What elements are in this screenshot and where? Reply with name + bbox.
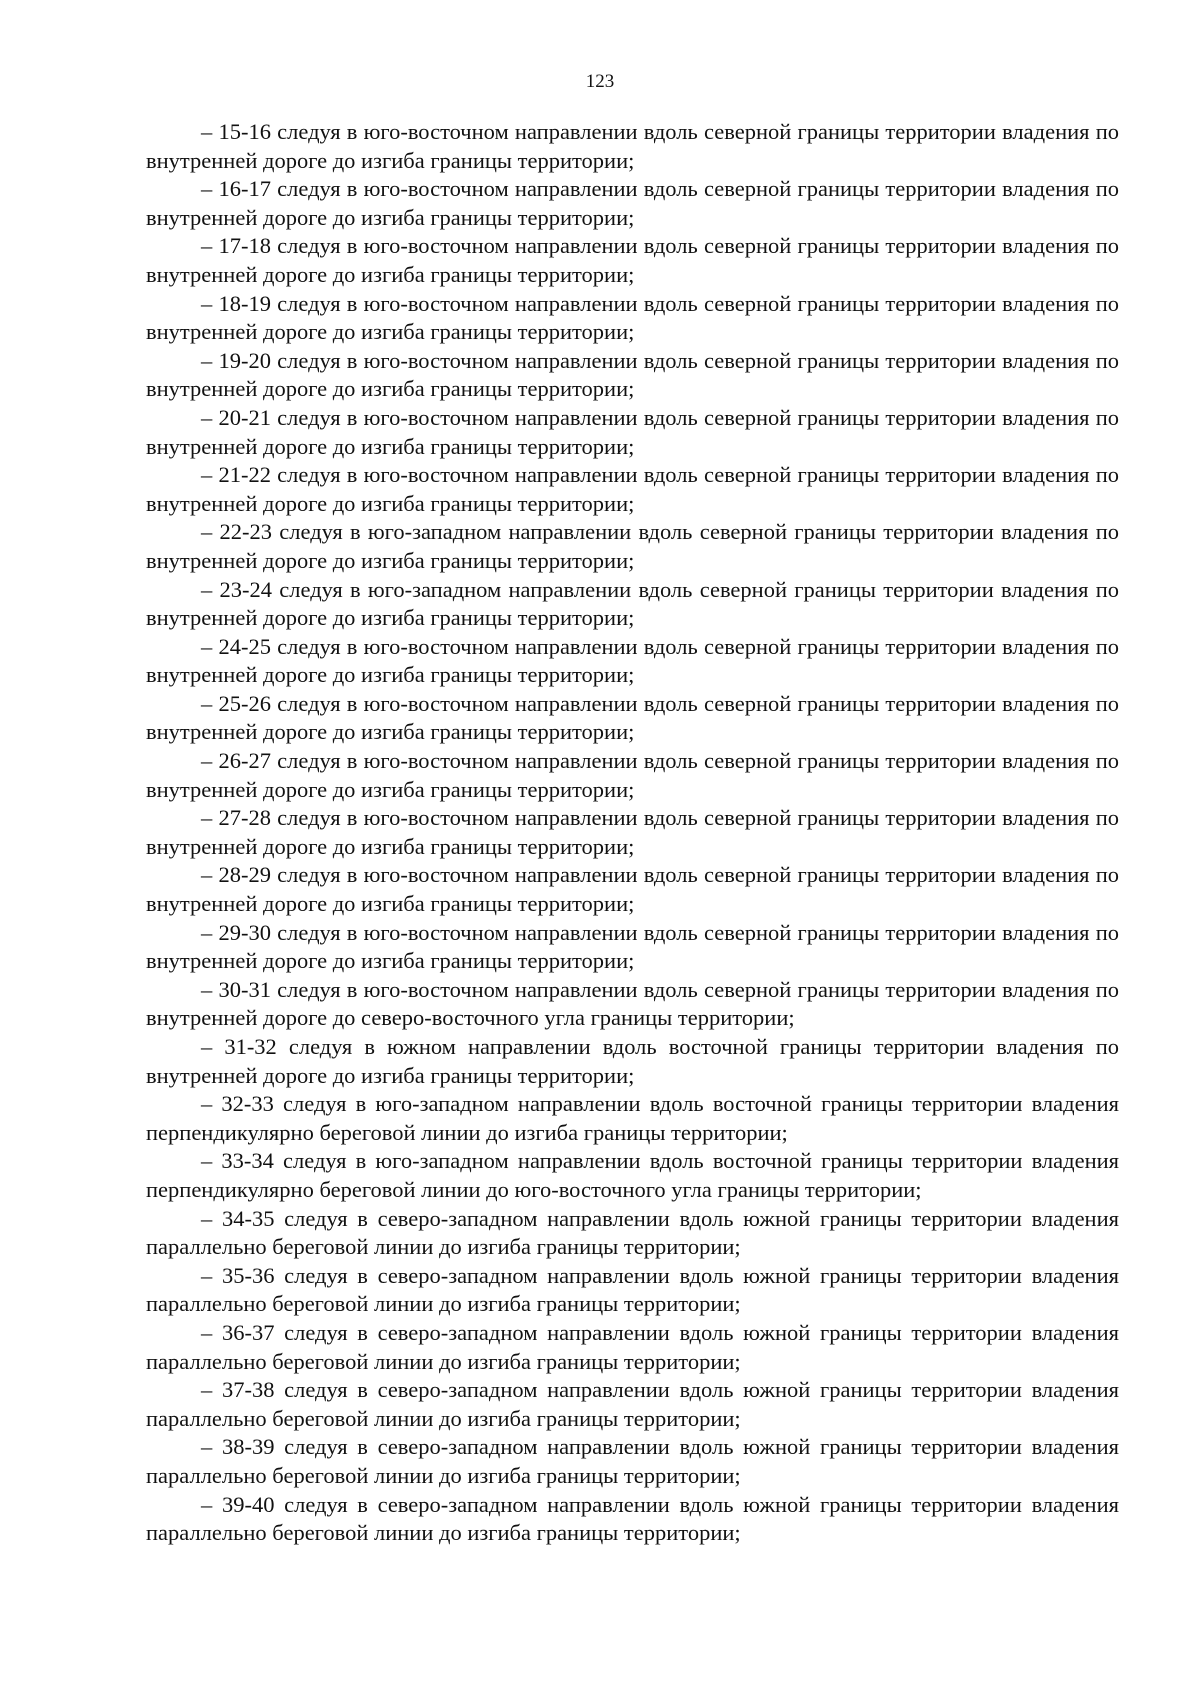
boundary-segment-paragraph: – 30-31 следуя в юго-восточном направлении вдоль северной границы территории владения по внутренней дороге до северо-восточного угла границы территории; bbox=[146, 976, 1119, 1031]
boundary-segment-paragraph: – 22-23 следуя в юго-западном направлении вдоль северной границы территории владения по внутренней дороге до изгиба границы территории; bbox=[146, 519, 1119, 573]
boundary-segment-paragraph: – 20-21 следуя в юго-восточном направлении вдоль северной границы территории владения по внутренней дороге до изгиба границы территории; bbox=[146, 404, 1119, 459]
boundary-segment-paragraph: – 37-38 следуя в северо-западном направлении вдоль южной границы территории владения параллельно береговой линии до изгиба границы территории; bbox=[146, 1377, 1119, 1431]
boundary-segment-paragraph: – 18-19 следуя в юго-восточном направлении вдоль северной границы территории владения по внутренней дороге до изгиба границы территории; bbox=[146, 290, 1119, 345]
page-number: 123 bbox=[585, 71, 615, 92]
boundary-segment-paragraph: – 32-33 следуя в юго-западном направлении вдоль восточной границы территории владения перпендикулярно береговой линии до изгиба границы территории; bbox=[146, 1091, 1119, 1145]
boundary-segment-paragraph: – 21-22 следуя в юго-восточном направлении вдоль северной границы территории владения по внутренней дороге до изгиба границы территории; bbox=[146, 462, 1119, 516]
boundary-segment-paragraph: – 26-27 следуя в юго-восточном направлении вдоль северной границы территории владения по внутренней дороге до изгиба границы территории; bbox=[146, 748, 1119, 802]
boundary-segment-paragraph: – 36-37 следуя в северо-западном направлении вдоль южной границы территории владения параллельно береговой линии до изгиба границы территории; bbox=[146, 1319, 1119, 1374]
boundary-segment-paragraph: – 35-36 следуя в северо-западном направлении вдоль южной границы территории владения параллельно береговой линии до изгиба границы территории; bbox=[146, 1262, 1119, 1317]
boundary-segment-paragraph: – 27-28 следуя в юго-восточном направлении вдоль северной границы территории владения по внутренней дороге до изгиба границы территории; bbox=[146, 805, 1119, 859]
boundary-segment-paragraph: – 28-29 следуя в юго-восточном направлении вдоль северной границы территории владения по внутренней дороге до изгиба границы территории; bbox=[146, 862, 1119, 917]
boundary-segment-paragraph: – 34-35 следуя в северо-западном направлении вдоль южной границы территории владения параллельно береговой линии до изгиба границы территории; bbox=[146, 1205, 1119, 1260]
boundary-segment-paragraph: – 31-32 следуя в южном направлении вдоль восточной границы территории владения по внутренней дороге до изгиба границы территории; bbox=[146, 1034, 1119, 1088]
boundary-segment-paragraph: – 25-26 следуя в юго-восточном направлении вдоль северной границы территории владения по внутренней дороге до изгиба границы территории; bbox=[146, 690, 1119, 745]
boundary-segment-paragraph: – 17-18 следуя в юго-восточном направлении вдоль северной границы территории владения по внутренней дороге до изгиба границы территории; bbox=[146, 233, 1119, 287]
boundary-segment-paragraph: – 16-17 следуя в юго-восточном направлении вдоль северной границы территории владения по внутренней дороге до изгиба границы территории; bbox=[146, 176, 1119, 230]
boundary-segment-paragraph: – 29-30 следуя в юго-восточном направлении вдоль северной границы территории владения по внутренней дороге до изгиба границы территории; bbox=[146, 919, 1119, 974]
boundary-segment-paragraph: – 19-20 следуя в юго-восточном направлении вдоль северной границы территории владения по внутренней дороге до изгиба границы территории; bbox=[146, 347, 1119, 402]
boundary-segment-paragraph: – 39-40 следуя в северо-западном направлении вдоль южной границы территории владения параллельно береговой линии до изгиба границы территории; bbox=[146, 1491, 1119, 1546]
boundary-segment-paragraph: – 33-34 следуя в юго-западном направлении вдоль восточной границы территории владения перпендикулярно береговой линии до юго-восточного угла границы территории; bbox=[146, 1148, 1119, 1202]
boundary-segment-paragraph: – 23-24 следуя в юго-западном направлении вдоль северной границы территории владения по внутренней дороге до изгиба границы территории; bbox=[146, 576, 1119, 631]
boundary-segment-paragraph: – 24-25 следуя в юго-восточном направлении вдоль северной границы территории владения по внутренней дороге до изгиба границы территории; bbox=[146, 633, 1119, 688]
boundary-segment-paragraph: – 15-16 следуя в юго-восточном направлении вдоль северной границы территории владения по внутренней дороге до изгиба границы территории; bbox=[146, 119, 1119, 173]
boundary-segment-paragraph: – 38-39 следуя в северо-западном направлении вдоль южной границы территории владения параллельно береговой линии до изгиба границы территории; bbox=[146, 1434, 1119, 1488]
document-body bbox=[146, 118, 1119, 1548]
